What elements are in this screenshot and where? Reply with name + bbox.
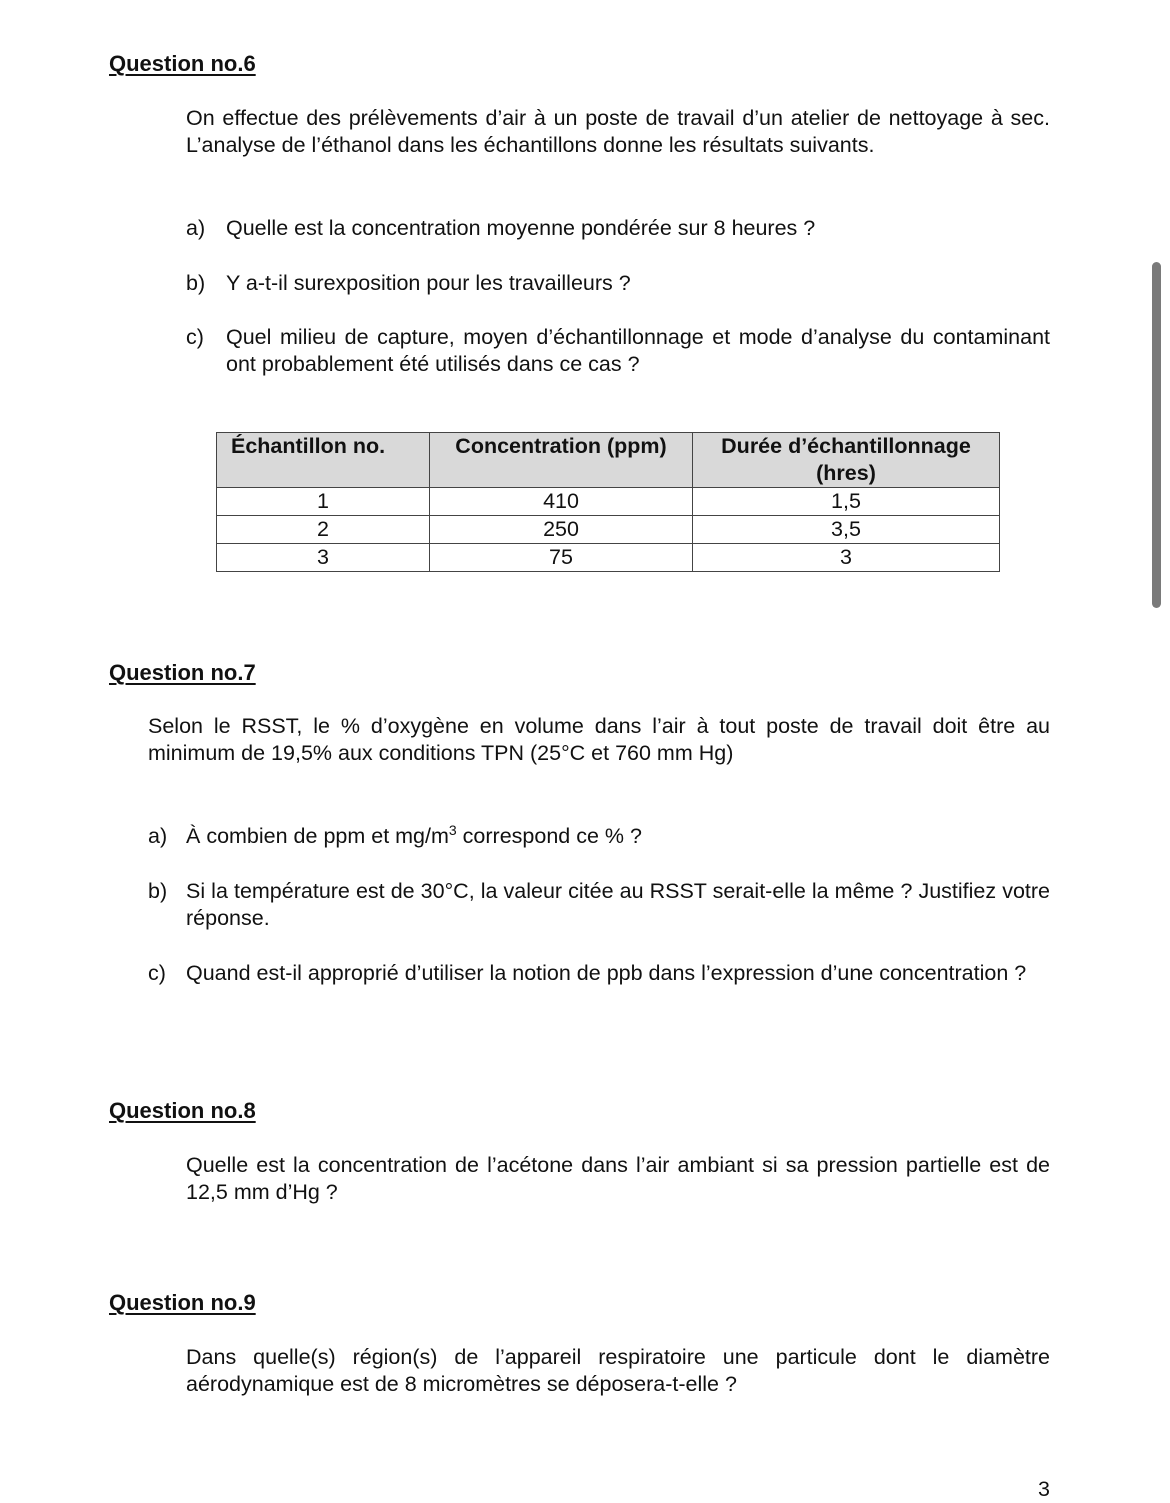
table-cell: 3 [217,544,430,572]
table-row [217,488,1000,516]
item-label: a) [148,824,168,848]
table-cell: 410 [430,488,693,516]
table-header-row [217,433,1000,488]
item-text: Quel milieu de capture, moyen d’échantillonnage et mode d’analyse du contaminant ont probablement été utilisés dans ce cas ? [226,325,1050,376]
table-cell: 250 [430,516,693,544]
item-text: Si la température est de 30°C, la valeur citée au RSST serait-elle la même ? Justifiez votre réponse. [186,879,1050,930]
table-cell: 2 [217,516,430,544]
question-7-item-a [148,823,1050,850]
item-text [186,823,1050,850]
question-6-intro: On effectue des prélèvements d’air à un poste de travail d’un atelier de nettoyage à sec. L’analyse de l’éthanol dans les échantillons donne les résultats suivants. [186,106,1050,157]
item-label: a) [186,216,206,240]
item-label: b) [186,271,206,295]
table-header-duration: Durée d’échantillonnage (hres) [693,433,1000,488]
item-text-after: correspond ce % ? [456,824,642,848]
table-row [217,516,1000,544]
vertical-scrollbar[interactable] [1152,262,1161,608]
question-7-item-c [148,960,1050,987]
item-text: Y a-t-il surexposition pour les travailleurs ? [226,271,631,295]
question-7-title: Question no.7 [109,660,256,685]
question-6-item-c [186,324,1050,378]
question-9-title: Question no.9 [109,1290,256,1315]
page-number: 3 [1038,1477,1050,1501]
question-8-title: Question no.8 [109,1098,256,1123]
samples-table [216,432,1000,572]
question-6-item-a [186,215,1050,242]
item-label: c) [186,325,204,349]
table-cell: 3,5 [693,516,1000,544]
question-8-intro: Quelle est la concentration de l’acétone dans l’air ambiant si sa pression partielle est de 12,5 mm d’Hg ? [186,1153,1050,1204]
table-header-sample: Échantillon no. [217,433,430,488]
item-text: Quelle est la concentration moyenne pondérée sur 8 heures ? [226,216,816,240]
table-header-concentration: Concentration (ppm) [430,433,693,488]
item-label: c) [148,961,166,985]
table-cell: 1,5 [693,488,1000,516]
question-7-item-b [148,878,1050,932]
question-6-title: Question no.6 [109,51,256,76]
superscript: 3 [448,821,457,838]
table-row [217,544,1000,572]
question-6-item-b [186,270,1050,297]
question-7-intro: Selon le RSST, le % d’oxygène en volume dans l’air à tout poste de travail doit être au minimum de 19,5% aux conditions TPN (25°C et 760 mm Hg) [148,714,1050,765]
item-text: Quand est-il approprié d’utiliser la notion de ppb dans l’expression d’une concentration ? [186,961,1027,985]
table-cell: 75 [430,544,693,572]
question-9-intro: Dans quelle(s) région(s) de l’appareil respiratoire une particule dont le diamètre aérodynamique est de 8 micromètres se déposera-t-elle ? [186,1345,1050,1396]
table-cell: 3 [693,544,1000,572]
item-text-before: À combien de ppm et mg/m [186,824,449,848]
item-label: b) [148,879,168,903]
table-cell: 1 [217,488,430,516]
